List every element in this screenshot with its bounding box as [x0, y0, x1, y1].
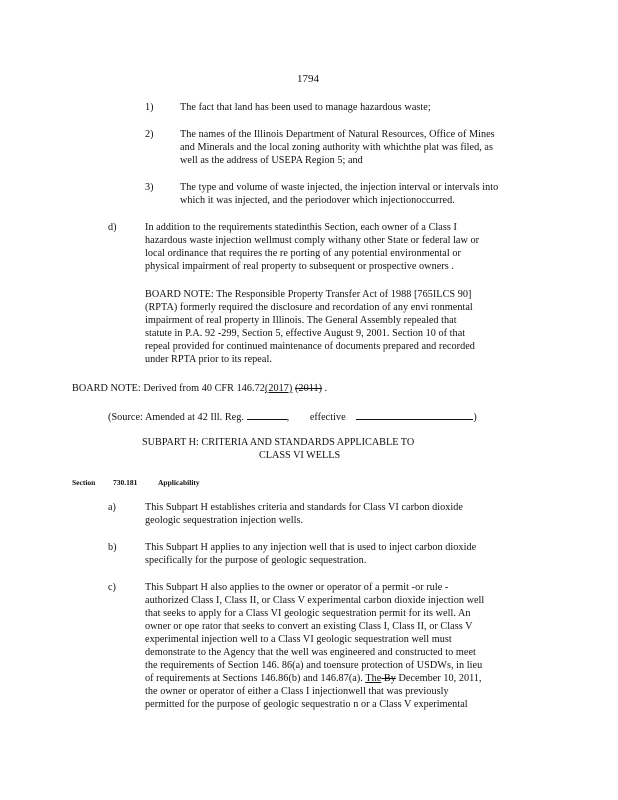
source-comma: , [286, 412, 290, 423]
source-prefix: (Source: Amended at 42 Ill. Reg. [108, 412, 244, 423]
board-note-line: impairment of real property in Illinois. The General Assembly repealed that [145, 315, 457, 326]
paragraph-line: permitted for the purpose of geologic sequestratio n or a Class V experimental [145, 699, 468, 710]
inserted-text: The [365, 673, 382, 684]
list-item-label: 3) [145, 182, 154, 193]
section-title: Applicability [158, 478, 200, 487]
page-number: 1794 [297, 73, 319, 85]
board-note-line: (RPTA) formerly required the disclosure and recordation of any envi ronmental [145, 302, 473, 313]
subpart-heading: SUBPART H: CRITERIA AND STANDARDS APPLICABLE TO [142, 437, 415, 448]
board-note-derived-prefix: BOARD NOTE: Derived from 40 CFR 146.72 [72, 383, 265, 394]
list-item-text: The fact that land has been used to manage hazardous waste; [180, 102, 431, 113]
source-line [108, 410, 477, 424]
board-note-line: statute in P.A. 92 -299, Section 5, effective August 9, 2001. Section 10 of that [145, 328, 466, 339]
paragraph-line: This Subpart H applies to any injection well that is used to inject carbon dioxide [145, 542, 477, 553]
paragraph-segment: of requirements at Sections 146.86(b) and 146.87(a). [145, 673, 366, 684]
section-number: 730.181 [113, 478, 138, 487]
deleted-text: By [381, 673, 396, 684]
paragraph-segment: December 10, 2011, [395, 673, 482, 684]
deleted-text: (2011) [294, 383, 323, 394]
board-note-line: repeal provided for continued maintenance of documents prepared and recorded [145, 341, 475, 352]
list-item-text: well as the address of USEPA Region 5; and [180, 155, 363, 166]
paragraph-line: authorized Class I, Class II, or Class V experimental carbon dioxide injection well [145, 595, 485, 606]
source-effective: effective [309, 412, 346, 423]
board-note-line: BOARD NOTE: The Responsible Property Transfer Act of 1988 [765ILCS 90] [145, 289, 472, 300]
list-item-label: 1) [145, 102, 154, 113]
subpart-heading: CLASS VI WELLS [259, 450, 341, 461]
paragraph-line: This Subpart H establishes criteria and standards for Class VI carbon dioxide [145, 502, 463, 513]
board-note-derived [72, 383, 327, 395]
paragraph-line: the requirements of Section 146. 86(a) and toensure protection of USDWs, in lieu [145, 660, 483, 671]
paragraph-line: physical impairment of real property to subsequent or prospective owners . [145, 261, 454, 272]
inserted-text: (2017) [264, 383, 293, 394]
paragraph-line: experimental injection well to a Class VI geologic sequestration well must [145, 634, 452, 645]
list-item-label: a) [108, 502, 116, 513]
list-item-text: The names of the Illinois Department of Natural Resources, Office of Mines [180, 129, 495, 140]
paragraph-line: This Subpart H also applies to the owner or operator of a permit -or rule - [145, 582, 449, 593]
paragraph-line: the owner or operator of either a Class I injectionwell that was previously [145, 686, 449, 697]
list-item-text: The type and volume of waste injected, the injection interval or intervals into [180, 182, 499, 193]
paragraph-line: owner or ope rator that seeks to convert an existing Class I, Class II, or Class V [145, 621, 473, 632]
section-label: Section [72, 478, 96, 487]
blank-field [247, 410, 287, 420]
list-item-label: b) [108, 542, 117, 553]
paragraph-line: In addition to the requirements statedinthis Section, each owner of a Class I [145, 222, 457, 233]
board-note-line: under RPTA prior to its repeal. [145, 354, 272, 365]
paragraph-line: that seeks to apply for a Class VI geologic sequestration permit for its well. An [145, 608, 471, 619]
list-item-label: 2) [145, 129, 154, 140]
board-note-derived-suffix: . [322, 383, 328, 394]
list-item-label: c) [108, 582, 116, 593]
list-item-text: and Minerals and the local zoning authority with whichthe plat was filed, as [180, 142, 494, 153]
list-item-label: d) [108, 222, 117, 233]
paragraph-line: demonstrate to the Agency that the well was engineered and constructed to meet [145, 647, 476, 658]
blank-field [356, 410, 473, 420]
paragraph-line: specifically for the purpose of geologic sequestration. [145, 555, 367, 566]
source-suffix: ) [473, 412, 477, 423]
paragraph-line: geologic sequestration injection wells. [145, 515, 304, 526]
list-item-text: which it was injected, and the periodover which injectionoccurred. [180, 195, 455, 206]
paragraph-line: hazardous waste injection wellmust comply withany other State or federal law or [145, 235, 480, 246]
paragraph-line: local ordinance that requires the re porting of any potential environmental or [145, 248, 461, 259]
paragraph-line [145, 673, 482, 685]
